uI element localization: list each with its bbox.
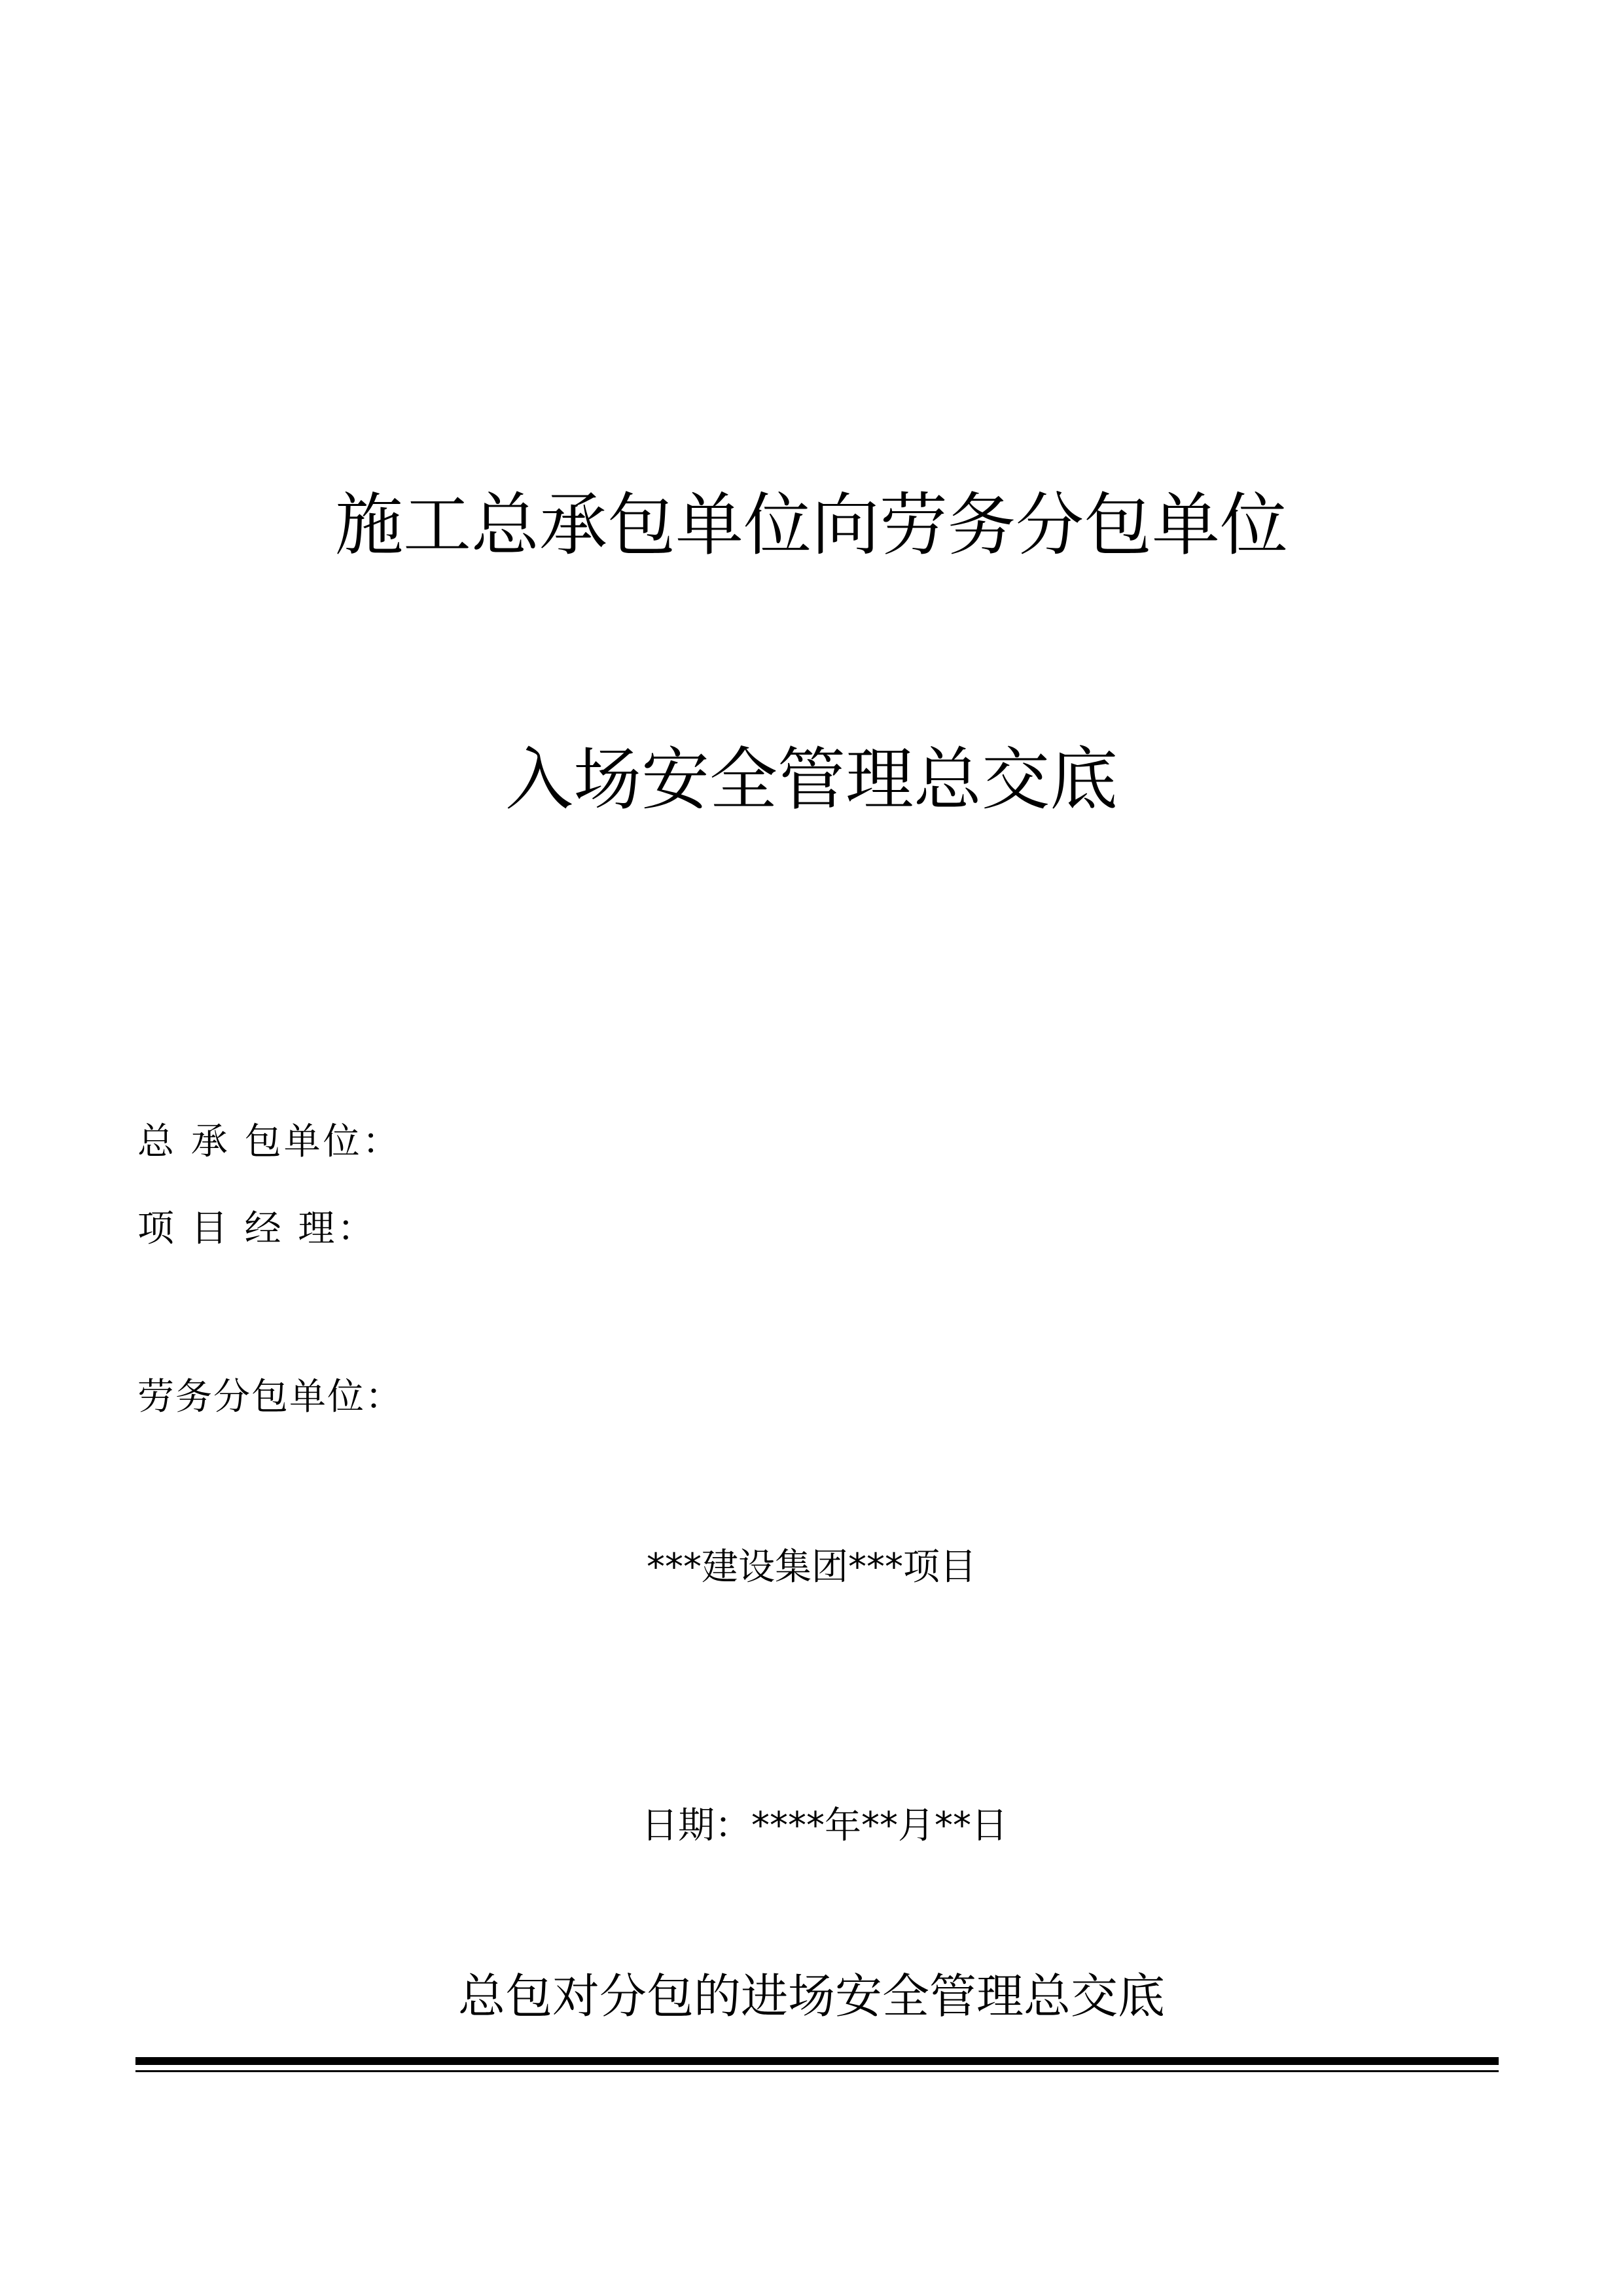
double-rule-thin [135,2070,1499,2072]
footer-title: 总包对分包的进场安全管理总交底 [457,1969,1165,2024]
labor-subcontractor-label: 劳务分包单位： [137,1376,403,1418]
organization-name: ***建设集团***项目 [647,1546,976,1588]
project-manager-label: 项 目 经 理： [137,1208,377,1250]
general-contractor-label: 总 承 包单位： [137,1121,402,1163]
document-title-line-2: 入场安全管理总交底 [505,740,1118,819]
document-title-line-1: 施工总承包单位向劳务分包单位 [334,485,1288,565]
date-line: 日期：****年**月**日 [641,1804,1008,1847]
double-rule-thick [135,2057,1499,2065]
